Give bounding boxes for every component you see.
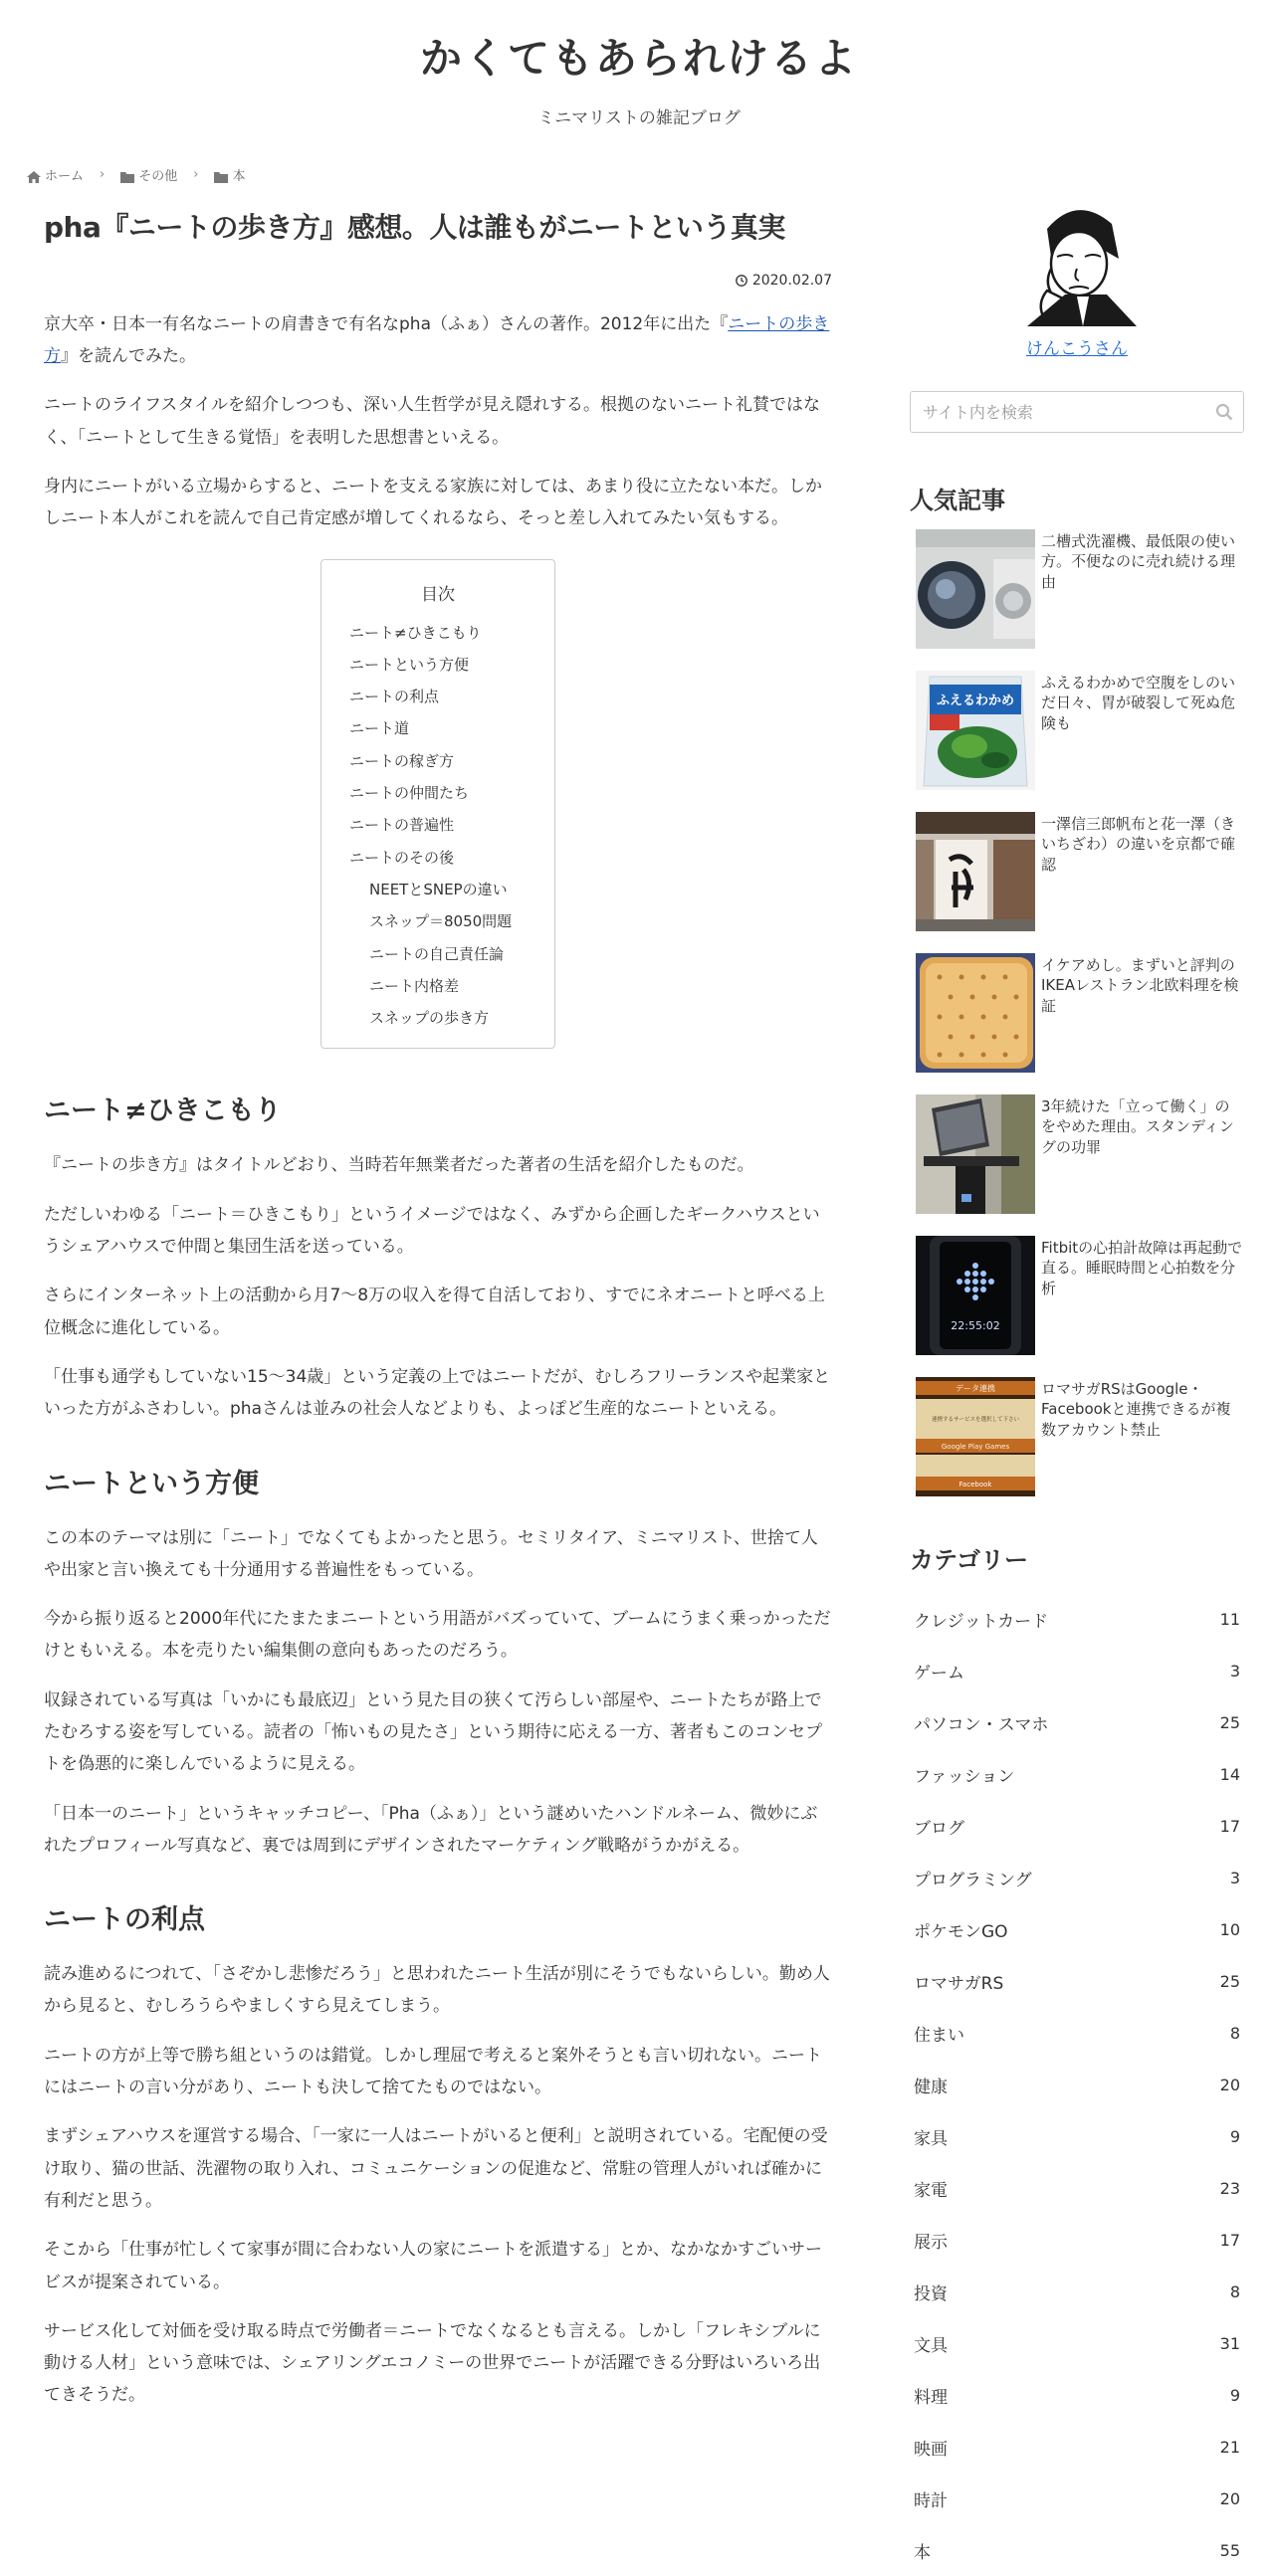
romasaga-facebook-text: Facebook	[958, 1481, 992, 1488]
category-count: 9	[1229, 2385, 1240, 2405]
popular-thumbnail[interactable]	[916, 1236, 1035, 1355]
toc-list	[321, 617, 554, 1035]
toc-item[interactable]: ニート≠ひきこもり	[349, 623, 482, 642]
intro-text-before: 京大卒・日本一有名なニートの肩書きで有名なpha（ふぁ）さんの著作。2012年に出た『	[44, 313, 729, 334]
chevron-right-icon: ›	[193, 167, 199, 182]
toc-item[interactable]: ニートの稼ぎ方	[349, 751, 455, 770]
category-name: 健康	[914, 2077, 948, 2097]
category-item[interactable]	[910, 2421, 1244, 2473]
category-count: 3	[1229, 1661, 1240, 1681]
popular-thumbnail[interactable]	[916, 1377, 1035, 1496]
author-box	[910, 199, 1244, 359]
popular-item[interactable]	[910, 1377, 1244, 1518]
fitbit-time-text: 22:55:02	[951, 1319, 1000, 1332]
category-count: 8	[1229, 2023, 1240, 2043]
folder-icon	[214, 171, 228, 183]
section-heading: ニート≠ひきこもり	[44, 1095, 282, 1127]
section-paragraph: 今から振り返ると2000年代にたまたまニートという用語がバズっていて、ブームにうまく乗っかっただけともいえる。本を売りたい編集側の意向もあったのだろう。	[44, 1609, 831, 1662]
intro-text-after: 』を読んでみた。	[61, 346, 196, 367]
cracker-image	[916, 953, 1035, 1073]
wakame-package-image	[916, 671, 1035, 790]
category-name: 家電	[914, 2180, 948, 2201]
category-count: 25	[1219, 1712, 1240, 1732]
category-item[interactable]	[910, 2007, 1244, 2059]
search-input[interactable]	[911, 392, 1201, 432]
popular-thumbnail[interactable]	[916, 953, 1035, 1073]
section-paragraph: ニートの方が上等で勝ち組というのは錯覚。しかし理屈で考えると案外そうとも言い切れない。ニートにはニートの言い分があり、ニートも決して捨てたものではない。	[44, 2045, 822, 2098]
chevron-right-icon: ›	[100, 167, 106, 182]
section-paragraph: ただしいわゆる「ニート＝ひきこもり」というイメージではなく、みずから企画したギークハウスというシェアハウスで仲間と集団生活を送っている。	[44, 1204, 820, 1258]
romasaga-header-text: データ連携	[956, 1384, 995, 1393]
breadcrumb-subcategory-label: 本	[232, 169, 246, 184]
category-count: 21	[1219, 2437, 1240, 2457]
popular-item[interactable]	[910, 671, 1244, 812]
fitbit-image	[916, 1236, 1035, 1355]
category-count: 55	[1219, 2540, 1240, 2560]
section-paragraph: サービス化して対価を受け取る時点で労働者＝ニートでなくなるとも言える。しかし「フレキシブルに動ける人材」という意味では、シェアリングエコノミーの世界でニートが活躍できる分野はいろいろ出てきそうだ。	[44, 2320, 821, 2406]
category-item[interactable]	[910, 2317, 1244, 2369]
section-paragraph: そこから「仕事が忙しくて家事が間に合わない人の家にニートを派遣する」とか、なかなかすごいサービスが提案されている。	[44, 2240, 822, 2292]
folder-icon	[120, 171, 134, 183]
category-count: 31	[1219, 2333, 1240, 2353]
category-item[interactable]	[910, 2214, 1244, 2266]
category-name: 投資	[914, 2283, 948, 2304]
category-name: ポケモンGO	[914, 1921, 1008, 1942]
intro-paragraph	[44, 308, 832, 373]
washing-machine-image	[916, 529, 1035, 649]
section-hikikomori	[44, 1089, 832, 1425]
section-paragraph: 読み進めるにつれて、「さぞかし悲惨だろう」と思われたニート生活が別にそうでもないらしい。勤め人から見ると、むしろうらやましくすら見えてしまう。	[44, 1964, 830, 2017]
category-item[interactable]	[910, 2059, 1244, 2110]
toc-item[interactable]: ニートの普遍性	[349, 816, 455, 835]
site-header	[0, 0, 1278, 159]
intro-paragraph: 身内にニートがいる立場からすると、ニートを支える家族に対しては、あまり役に立たない本だ。しかしニート本人がこれを読んで自己肯定感が増してくれるなら、そっと差し入れてみたい気もする。	[44, 476, 822, 529]
category-count: 25	[1219, 1971, 1240, 1991]
wakame-brand-text: ふえるわかめ	[936, 694, 1015, 708]
category-name: ブログ	[914, 1818, 964, 1839]
romasaga-screen-image	[916, 1377, 1035, 1496]
popular-item-title[interactable]: イケアめし。まずいと評判のIKEAレストラン北欧料理を検証	[1041, 956, 1239, 1015]
category-item[interactable]	[910, 1593, 1244, 1645]
toc-title: 目次	[421, 584, 455, 605]
section-paragraph: 「仕事も通学もしていない15～34歳」という定義の上ではニートだが、むしろフリーランスや起業家といった方がふさわしい。phaさんは並みの社会人などよりも、よっぽど生産的なニートといえる。	[44, 1366, 831, 1420]
toc-item[interactable]: ニートのその後	[349, 848, 455, 867]
toc-item[interactable]: ニートの仲間たち	[349, 784, 470, 803]
category-count: 10	[1219, 1919, 1240, 1939]
toc-item[interactable]: ニートの利点	[349, 688, 440, 706]
breadcrumb-category[interactable]	[120, 165, 177, 184]
breadcrumb	[27, 165, 245, 184]
popular-item[interactable]	[910, 1236, 1244, 1377]
popular-item[interactable]	[910, 1094, 1244, 1236]
table-of-contents	[320, 559, 555, 1050]
breadcrumb-subcategory[interactable]	[214, 165, 245, 184]
book-link[interactable]: ニートの歩き方	[44, 313, 830, 367]
category-count: 20	[1219, 2488, 1240, 2508]
entry-date	[44, 273, 832, 289]
category-item[interactable]	[910, 1955, 1244, 2007]
breadcrumb-category-label: その他	[138, 169, 178, 184]
toc-subitem[interactable]: スネップの歩き方	[369, 1009, 490, 1028]
section-paragraph: この本のテーマは別に「ニート」でなくてもよかったと思う。セミリタイア、ミニマリスト、世捨て人や出家と言い換えても十分通用する普遍性をもっている。	[44, 1527, 818, 1580]
section-heading: ニートという方便	[44, 1468, 259, 1499]
popular-item-title[interactable]: ふえるわかめで空腹をしのいだ日々、胃が破裂して死ぬ危険も	[1041, 674, 1236, 732]
category-item[interactable]	[910, 1800, 1244, 1852]
section-riten	[44, 1897, 832, 2412]
site-title[interactable]: かくてもあられけるよ	[419, 34, 858, 83]
search-icon[interactable]	[1215, 403, 1233, 421]
popular-title: 人気記事	[910, 487, 1005, 514]
toc-subitem[interactable]: ニート内格差	[369, 976, 460, 995]
section-paragraph: さらにインターネット上の活動から月7～8万の収入を得て自活しており、すでにネオニートと呼べる上位概念に進化している。	[44, 1286, 825, 1338]
category-item[interactable]	[910, 2266, 1244, 2317]
popular-item-title[interactable]: 二槽式洗濯機、最低限の使い方。不便なのに売れ続ける理由	[1041, 532, 1236, 591]
author-name-link[interactable]: けんこうさん	[1026, 339, 1128, 359]
category-count: 14	[1219, 1764, 1240, 1784]
popular-list	[910, 529, 1244, 1518]
section-paragraph: 収録されている写真は「いかにも最底辺」という見た目の狭くて汚らしい部屋や、ニートたちが路上でたむろする姿を写している。読者の「怖いもの見たさ」という期待に応える一方、著者もこのコンセプトを偽悪的に楽しんでいるように見える。	[44, 1689, 822, 1775]
category-count: 23	[1219, 2178, 1240, 2198]
site-description: ミニマリストの雑記ブログ	[537, 108, 741, 128]
category-item[interactable]	[910, 2110, 1244, 2162]
category-name: 住まい	[914, 2025, 964, 2046]
popular-thumbnail[interactable]	[916, 671, 1035, 790]
category-name: ファッション	[914, 1766, 1015, 1787]
popular-item-title[interactable]: Fitbitの心拍計故障は再起動で直る。睡眠時間と心拍数を分析	[1041, 1239, 1243, 1297]
category-count: 17	[1219, 2230, 1240, 2250]
category-name: 映画	[914, 2439, 948, 2460]
category-name: 文具	[914, 2335, 948, 2356]
toc-subitem[interactable]: NEETとSNEPの違い	[369, 880, 508, 898]
toc-subitem[interactable]: ニートの自己責任論	[369, 944, 505, 963]
category-name: ロマサガRS	[914, 1973, 1004, 1994]
section-paragraph: まずシェアハウスを運営する場合、「一家に一人はニートがいると便利」と説明されている。宅配便の受け取り、猫の世話、洗濯物の取り入れ、コミュニケーションの促進など、常駐の管理人がいれば確かに有利だと思う。	[44, 2126, 828, 2211]
category-name: 家具	[914, 2128, 948, 2149]
section-paragraph: 「日本一のニート」というキャッチコピー、「Pha（ふぁ）」という謎めいたハンドルネーム、微妙にぶれたプロフィール写真など、裏では周到にデザインされたマーケティング戦略がうかがえる。	[44, 1803, 818, 1856]
popular-item[interactable]	[910, 529, 1244, 671]
category-item[interactable]	[910, 1748, 1244, 1800]
toc-item[interactable]: ニートという方便	[349, 655, 470, 674]
categories-title: カテゴリー	[910, 1546, 1029, 1574]
category-name: 料理	[914, 2387, 948, 2408]
category-name: 展示	[914, 2232, 948, 2253]
category-item[interactable]	[910, 2524, 1244, 2576]
category-count: 9	[1229, 2126, 1240, 2146]
popular-thumbnail[interactable]	[916, 529, 1035, 649]
intro-paragraph: ニートのライフスタイルを紹介しつつも、深い人生哲学が見え隠れする。根拠のないニート礼賛ではなく、「ニートとして生きる覚悟」を表明した思想書といえる。	[44, 395, 820, 448]
category-name: プログラミング	[914, 1870, 1032, 1890]
romasaga-message-text: 連携するサービスを選択して下さい	[931, 1417, 1020, 1423]
breadcrumb-home-label: ホーム	[45, 169, 85, 184]
section-paragraph: 『ニートの歩き方』はタイトルどおり、当時若年無業者だった著者の生活を紹介したものだ。	[44, 1155, 754, 1176]
category-name: ゲーム	[914, 1663, 964, 1684]
category-count: 17	[1219, 1816, 1240, 1836]
popular-thumbnail[interactable]	[916, 1094, 1035, 1214]
author-avatar[interactable]	[1007, 199, 1147, 326]
category-list	[910, 1593, 1244, 2576]
search-box	[910, 391, 1244, 433]
category-name: パソコン・スマホ	[914, 1714, 1049, 1735]
popular-item-title[interactable]: ロマサガRSはGoogle・Facebookと連携できるが複数アカウント禁止	[1041, 1380, 1231, 1439]
category-item[interactable]	[910, 2369, 1244, 2421]
category-count: 11	[1219, 1609, 1240, 1629]
category-name: クレジットカード	[914, 1611, 1049, 1632]
category-item[interactable]	[910, 2162, 1244, 2214]
section-houben	[44, 1462, 832, 1863]
popular-item-title[interactable]: 一澤信三郎帆布と花一澤（きいちざわ）の違いを京都で確認	[1041, 815, 1236, 874]
entry-date-text: 2020.02.07	[751, 272, 832, 289]
home-icon	[27, 171, 41, 183]
storefront-image	[916, 812, 1035, 931]
breadcrumb-home[interactable]	[27, 165, 84, 184]
category-item[interactable]	[910, 1852, 1244, 1903]
toc-item[interactable]: ニート道	[349, 719, 410, 738]
standing-desk-image	[916, 1094, 1035, 1214]
entry-title: pha『ニートの歩き方』感想。人は誰もがニートという真実	[44, 211, 785, 244]
category-count: 20	[1219, 2075, 1240, 2094]
category-item[interactable]	[910, 1696, 1244, 1748]
category-count: 8	[1229, 2281, 1240, 2301]
popular-item[interactable]	[910, 953, 1244, 1094]
romasaga-google-text: Google Play Games	[941, 1443, 1010, 1451]
popular-thumbnail[interactable]	[916, 812, 1035, 931]
sidebar	[910, 199, 1244, 2576]
category-name: 本	[914, 2542, 931, 2563]
main-content	[44, 199, 832, 2429]
popular-item[interactable]	[910, 812, 1244, 953]
toc-subitem[interactable]: スネップ＝8050問題	[369, 912, 513, 931]
clock-icon	[736, 275, 747, 287]
category-item[interactable]	[910, 2473, 1244, 2524]
category-name: 時計	[914, 2490, 948, 2511]
category-item[interactable]	[910, 1903, 1244, 1955]
section-heading: ニートの利点	[44, 1904, 205, 1936]
popular-item-title[interactable]: 3年続けた「立って働く」のをやめた理由。スタンディングの功罪	[1041, 1097, 1234, 1156]
category-item[interactable]	[910, 1645, 1244, 1696]
category-count: 3	[1229, 1868, 1240, 1887]
